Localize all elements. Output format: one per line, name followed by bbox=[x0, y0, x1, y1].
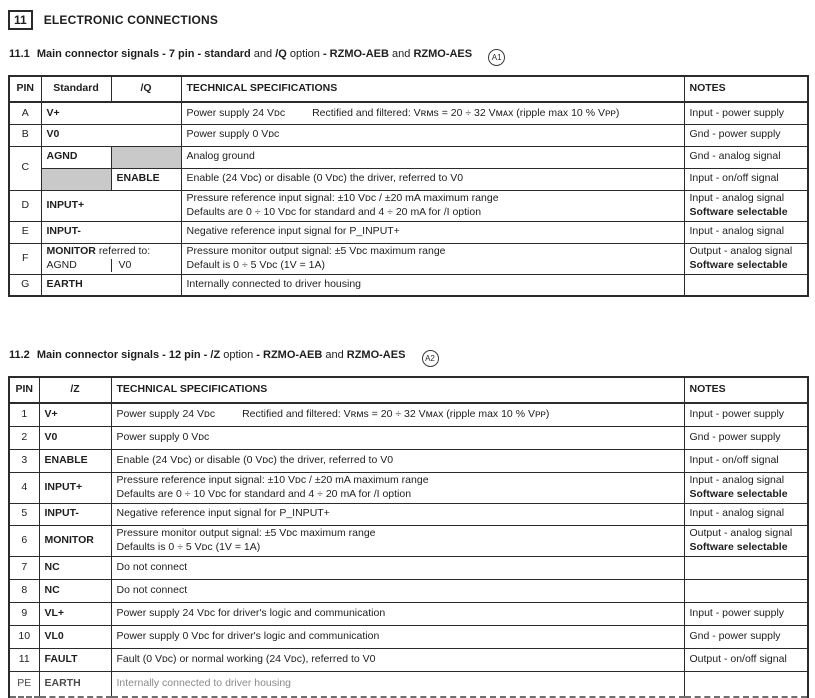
signal-cell: FAULT bbox=[39, 648, 111, 671]
col-header-notes: NOTES bbox=[684, 377, 808, 403]
signal-cell: NC bbox=[39, 556, 111, 579]
connector-table-12pin bbox=[8, 376, 809, 698]
spec-line-2: Default is 0 ÷ 5 Vᴅᴄ (1V = 1A) bbox=[186, 258, 325, 271]
table-row bbox=[9, 124, 808, 146]
page-title: ELECTRONIC CONNECTIONS bbox=[43, 12, 219, 27]
spec-line-1: Pressure monitor output signal: ±5 Vᴅᴄ maximum range bbox=[116, 527, 376, 539]
signal-cell: INPUT- bbox=[41, 221, 181, 243]
pin-cell: 10 bbox=[9, 625, 39, 648]
heading-bold-3: RZMO-AES bbox=[346, 349, 406, 361]
signal-cell: INPUT- bbox=[39, 503, 111, 525]
pin-cell: 5 bbox=[9, 503, 39, 525]
spec-cell: Internally connected to driver housing bbox=[111, 671, 684, 697]
pin-cell: 4 bbox=[9, 472, 39, 503]
table-row bbox=[9, 274, 808, 296]
signal-cell: EARTH bbox=[39, 671, 111, 697]
heading-bold-1: Main connector signals - 7 pin - standard bbox=[36, 48, 251, 60]
table-row bbox=[9, 525, 808, 556]
notes-cell bbox=[684, 243, 808, 274]
signal-cell: ENABLE bbox=[111, 168, 181, 190]
note-line-2: Software selectable bbox=[689, 258, 788, 271]
notes-cell: Gnd - analog signal bbox=[684, 146, 808, 168]
spec-line-2: Defaults are 0 ÷ 10 Vᴅᴄ for standard and 4 ÷ 20 mA for /I option bbox=[116, 487, 412, 500]
notes-cell bbox=[684, 190, 808, 221]
signal-cell: V0 bbox=[41, 124, 181, 146]
table-row bbox=[9, 579, 808, 602]
monitor-reference-cells bbox=[47, 259, 176, 273]
notes-cell: Input - power supply bbox=[684, 403, 808, 426]
spec-cell: Negative reference input signal for P_INPUT+ bbox=[181, 221, 684, 243]
pin-cell: PE bbox=[9, 671, 39, 697]
section-header bbox=[8, 9, 807, 30]
col-header-notes: NOTES bbox=[684, 76, 808, 102]
spec-cell: Power supply 0 Vᴅᴄ for driver's logic and communication bbox=[111, 625, 684, 648]
table-row bbox=[9, 243, 808, 274]
monitor-label-bold: MONITOR bbox=[46, 245, 96, 257]
spec-cell: Power supply 0 Vᴅᴄ bbox=[111, 426, 684, 449]
table-row bbox=[9, 449, 808, 472]
heading-reg-2: and bbox=[325, 349, 344, 361]
notes-cell: Input - analog signal bbox=[684, 503, 808, 525]
notes-cell: Input - on/off signal bbox=[684, 449, 808, 472]
notes-cell: Input - analog signal bbox=[684, 221, 808, 243]
spec-cell: Power supply 0 Vᴅᴄ bbox=[181, 124, 684, 146]
signal-cell: INPUT+ bbox=[41, 190, 181, 221]
signal-cell: ENABLE bbox=[39, 449, 111, 472]
notes-cell: Input - power supply bbox=[684, 602, 808, 625]
spec-cell bbox=[181, 190, 684, 221]
spec-cell bbox=[111, 403, 684, 426]
callout-badge-a1: A1 bbox=[488, 49, 505, 66]
table-row bbox=[9, 102, 808, 124]
subsection-heading-11-2 bbox=[9, 348, 807, 367]
spec-cell: Power supply 24 Vᴅᴄ for driver's logic and communication bbox=[111, 602, 684, 625]
table-row bbox=[9, 403, 808, 426]
pin-cell: 9 bbox=[9, 602, 39, 625]
monitor-label-reg: referred to: bbox=[98, 245, 151, 257]
pin-cell: 8 bbox=[9, 579, 39, 602]
spec-line-2: Defaults is 0 ÷ 5 Vᴅᴄ (1V = 1A) bbox=[116, 540, 261, 553]
pin-cell: D bbox=[9, 190, 41, 221]
pin-cell: E bbox=[9, 221, 41, 243]
col-header-pin: PIN bbox=[9, 377, 39, 403]
note-line-1: Output - analog signal bbox=[689, 245, 793, 257]
col-header-tech: TECHNICAL SPECIFICATIONS bbox=[111, 377, 684, 403]
signal-cell: VL+ bbox=[39, 602, 111, 625]
signal-cell: AGND bbox=[41, 146, 111, 168]
spec-text: Power supply 24 Vᴅᴄ bbox=[186, 106, 286, 119]
col-header-standard: Standard bbox=[41, 76, 111, 102]
spec-cell: Do not connect bbox=[111, 579, 684, 602]
spec-cell: Internally connected to driver housing bbox=[181, 274, 684, 296]
note-line-2: Software selectable bbox=[689, 487, 788, 500]
notes-cell: Gnd - power supply bbox=[684, 124, 808, 146]
shaded-cell bbox=[111, 146, 181, 168]
table-row bbox=[9, 556, 808, 579]
spec-cell: Do not connect bbox=[111, 556, 684, 579]
signal-cell: V+ bbox=[41, 102, 181, 124]
spec-cell bbox=[181, 102, 684, 124]
subsection-number: 11.1 bbox=[9, 48, 30, 60]
table-row bbox=[9, 472, 808, 503]
callout-badge-a2: A2 bbox=[422, 350, 439, 367]
pin-cell: A bbox=[9, 102, 41, 124]
table-header-row bbox=[9, 377, 808, 403]
signal-cell: NC bbox=[39, 579, 111, 602]
heading-reg-1: and bbox=[253, 48, 273, 60]
signal-cell: MONITOR bbox=[39, 525, 111, 556]
pin-cell: C bbox=[9, 146, 41, 190]
spec-cell bbox=[111, 525, 684, 556]
spec-line-1: Pressure reference input signal: ±10 Vᴅᴄ / ±20 mA maximum range bbox=[186, 192, 499, 204]
spec-cell: Enable (24 Vᴅᴄ) or disable (0 Vᴅᴄ) the driver, referred to V0 bbox=[181, 168, 684, 190]
note-line-2: Software selectable bbox=[689, 540, 788, 553]
table-row bbox=[9, 602, 808, 625]
spec-text-2: Rectified and filtered: Vʀᴍs = 20 ÷ 32 Vᴍᴀx (ripple max 10 % Vᴘᴘ) bbox=[312, 106, 620, 119]
table-row bbox=[9, 503, 808, 525]
pin-cell: 7 bbox=[9, 556, 39, 579]
subsection-number: 11.2 bbox=[9, 349, 30, 361]
table-header-row bbox=[9, 76, 808, 102]
heading-reg-1: option bbox=[223, 349, 254, 361]
pin-cell: G bbox=[9, 274, 41, 296]
col-header-z: /Z bbox=[39, 377, 111, 403]
table-row bbox=[9, 168, 808, 190]
spec-cell: Fault (0 Vᴅᴄ) or normal working (24 Vᴅᴄ), referred to V0 bbox=[111, 648, 684, 671]
notes-cell bbox=[684, 525, 808, 556]
spec-cell: Enable (24 Vᴅᴄ) or disable (0 Vᴅᴄ) the driver, referred to V0 bbox=[111, 449, 684, 472]
heading-bold-3: - RZMO-AEB bbox=[322, 48, 389, 60]
table-row bbox=[9, 146, 808, 168]
shaded-cell bbox=[41, 168, 111, 190]
table-row bbox=[9, 671, 808, 697]
monitor-ref-agnd: AGND bbox=[46, 258, 77, 271]
notes-cell bbox=[684, 671, 808, 697]
spec-cell bbox=[181, 243, 684, 274]
pin-cell: 1 bbox=[9, 403, 39, 426]
signal-cell: V0 bbox=[39, 426, 111, 449]
spec-text: Power supply 24 Vᴅᴄ bbox=[116, 408, 216, 420]
heading-reg-2: option bbox=[289, 48, 320, 60]
table-row bbox=[9, 426, 808, 449]
signal-cell: VL0 bbox=[39, 625, 111, 648]
col-header-q: /Q bbox=[111, 76, 181, 102]
notes-cell bbox=[684, 274, 808, 296]
pin-cell: B bbox=[9, 124, 41, 146]
signal-cell: EARTH bbox=[41, 274, 181, 296]
notes-cell: Gnd - power supply bbox=[684, 426, 808, 449]
notes-cell: Input - on/off signal bbox=[684, 168, 808, 190]
pin-cell: 3 bbox=[9, 449, 39, 472]
notes-cell bbox=[684, 579, 808, 602]
heading-bold-4: RZMO-AES bbox=[413, 48, 473, 60]
spec-line-2: Defaults are 0 ÷ 10 Vᴅᴄ for standard and 4 ÷ 20 mA for /I option bbox=[186, 205, 482, 218]
signal-cell bbox=[41, 243, 181, 274]
table-row bbox=[9, 190, 808, 221]
col-header-tech: TECHNICAL SPECIFICATIONS bbox=[181, 76, 684, 102]
heading-bold-2: /Q bbox=[275, 48, 287, 60]
spec-cell: Negative reference input signal for P_INPUT+ bbox=[111, 503, 684, 525]
subsection-heading-11-1 bbox=[9, 47, 807, 66]
spec-line-1: Pressure reference input signal: ±10 Vᴅᴄ / ±20 mA maximum range bbox=[116, 474, 429, 486]
signal-cell: INPUT+ bbox=[39, 472, 111, 503]
table-row bbox=[9, 648, 808, 671]
notes-cell: Input - power supply bbox=[684, 102, 808, 124]
col-header-pin: PIN bbox=[9, 76, 41, 102]
heading-bold-2: - RZMO-AEB bbox=[256, 349, 323, 361]
table-row bbox=[9, 221, 808, 243]
pin-cell: 6 bbox=[9, 525, 39, 556]
heading-bold-1: Main connector signals - 12 pin - /Z bbox=[36, 349, 221, 361]
section-number-box: 11 bbox=[8, 10, 33, 30]
note-line-1: Input - analog signal bbox=[689, 474, 785, 486]
pin-cell: F bbox=[9, 243, 41, 274]
spec-text-2: Rectified and filtered: Vʀᴍs = 20 ÷ 32 Vᴍᴀx (ripple max 10 % Vᴘᴘ) bbox=[242, 408, 550, 420]
signal-cell: V+ bbox=[39, 403, 111, 426]
notes-cell bbox=[684, 556, 808, 579]
spec-line-1: Pressure monitor output signal: ±5 Vᴅᴄ maximum range bbox=[186, 245, 446, 257]
pin-cell: 2 bbox=[9, 426, 39, 449]
monitor-label bbox=[47, 245, 176, 259]
spec-cell bbox=[111, 472, 684, 503]
notes-cell: Output - on/off signal bbox=[684, 648, 808, 671]
spec-cell: Analog ground bbox=[181, 146, 684, 168]
notes-cell bbox=[684, 472, 808, 503]
pin-cell: 11 bbox=[9, 648, 39, 671]
note-line-1: Output - analog signal bbox=[689, 527, 793, 539]
monitor-ref-v0: V0 bbox=[111, 259, 132, 273]
notes-cell: Gnd - power supply bbox=[684, 625, 808, 648]
heading-reg-3: and bbox=[392, 48, 411, 60]
note-line-2: Software selectable bbox=[689, 205, 788, 218]
note-line-1: Input - analog signal bbox=[689, 192, 785, 204]
connector-table-7pin bbox=[8, 75, 809, 297]
table-row bbox=[9, 625, 808, 648]
